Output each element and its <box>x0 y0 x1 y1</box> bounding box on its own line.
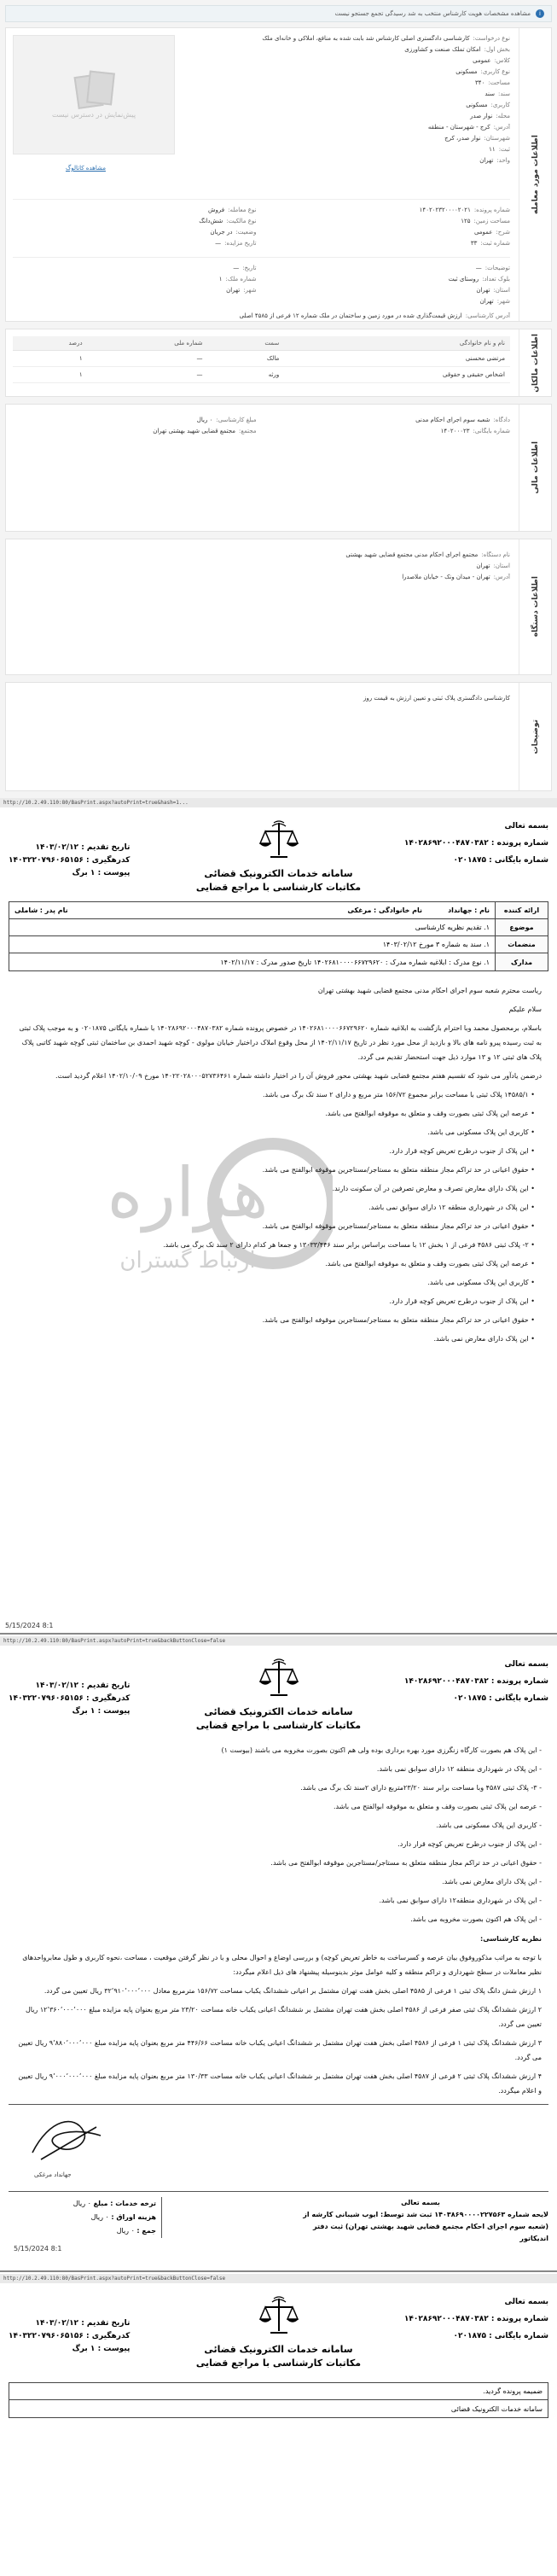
signature-area <box>9 2104 548 2178</box>
case-line-row: مساحت: ۳۴۰ <box>475 79 510 86</box>
finding-item: - عرصه این پلاک ثبتی بصورت وقف و متعلق به موقوفه ابوالفتح می باشد. <box>15 1799 542 1814</box>
intro-paragraph: باسلام، برمحصول محمد وبا احترام بازگشت به ابلاغیه شماره ۱۴۰۲۶۸۱۰۰۰۰۶۶۷۲۹۶۲۰ در خصوص پرونده شماره ۱۴۰۲۸۶۹۲۰۰۰۴۸۷۰۳۸۲ با شماره بایگانی ۰۲۰۱۸۷۵ و به موجب پلاک ثبتی به ثبت رسیده پیرو نامه های بالا و بازدید از محل مورد نظر در تاریخ ۱۴۰۲/۱۱/۱۷ از محل وقوع املاک دراختیار خیابان مولوی - کوچه شهید احمدی بن ساختمان ثبتی گوچه شهید کاتبی پلاک پلاک های ثبتی ۱۲ و ۱۳ موارد ذیل جهت استحضار تقدیم می گردد. <box>19 1024 542 1061</box>
owners-column-header: نام و نام خانوادگی <box>284 336 510 351</box>
header-center <box>181 819 377 895</box>
sender-value: نام : جهانداد نام خانوادگی : مرغکی نام پدر : شاملی <box>15 906 490 914</box>
fee-area <box>9 2191 548 2268</box>
justice-scale-logo <box>257 2295 301 2338</box>
greeting: سلام علیکم <box>508 1005 542 1013</box>
finding-item: - این پلاک هم اکنون بصورت مخروبه می باشد. <box>15 1912 542 1926</box>
opinion-title: نظریه کارشناسی: <box>480 1935 542 1943</box>
case-details <box>13 199 510 251</box>
case-detail-row: تاریخ مزایده: — <box>215 240 257 247</box>
system-subtitle: مکاتبات کارشناسی با مراجع قضایی <box>195 882 362 893</box>
letter-header: بسمه تعالی شماره پرونده : ۱۴۰۲۸۶۹۲۰۰۰۴۸۷۰۳۸۲ شماره بایگانی : ۰۲۰۱۸۷۵ سامانه خدمات الکترونیک قضائی مکاتبات کارشناسی با مراجع قضایی تاریخ تقدیم : ۱۴۰۳/۰۲/۱۲ کدرهگیری : ۱۴۰۳۲۲۰۷۹۶۰۶۵۱۵۶ پیوست : ۱ برگ <box>0 2283 557 2377</box>
signer-name: جهانداد مرغکی <box>34 2171 72 2178</box>
case-lines <box>246 35 510 168</box>
owner-cell: مالک <box>208 351 285 367</box>
org-line-row: نام دستگاه: مجتمع اجرای احکام مدنی مجتمع قضایی شهید بهشتی <box>345 551 510 558</box>
finding-item: - این پلاک دارای معارض نمی باشد. <box>15 1874 542 1889</box>
scan-page-3 <box>0 2274 557 2576</box>
document-icon <box>74 72 113 106</box>
submit-date: تاریخ تقدیم : ۱۴۰۳/۰۲/۱۲ <box>35 843 131 852</box>
finding-item: - این پلاک در شهرداری منطقه۱۲ دارای سوابق نمی باشد. <box>15 1893 542 1908</box>
owners-table <box>13 336 510 383</box>
finding-item: - این پلاک از جنوب درطرح تعریض کوچه قرار دارد. <box>15 1837 542 1851</box>
finding-item: - ۳- پلاک ثبتی ۴۵۸۷ وبا مساحت برابر سند ۲۳/۲۰متربع دارای ۲سند تک برگ می باشد. <box>15 1780 542 1795</box>
desc-text: کارشناسی دادگستری پلاک ثبتی و تعیین ارزش به قیمت روز <box>363 695 510 702</box>
reference-label: مدارک <box>495 953 548 970</box>
case-extra-row: تاریخ: — <box>233 265 257 271</box>
valuation-item: ۳ ارزش ششدانگ پلاک ثبتی ۱ فرعی از ۴۵۸۶ اصلی بخش هفت تهران مشتمل بر ششدانگ اعیانی یکباب خانه مساحت ۴۴۶/۶۶ متر مربع بعنوان پایه مزایده مبلغ ۹٬۸۸۰٬۰۰۰٬۰۰۰ ریال تعیین می گردد. <box>18 2039 542 2061</box>
owner-row <box>13 351 510 367</box>
finding-item: • ۱۴۵۸۵/۱ پلاک ثبتی با مساحت برابر مجموع ۱۵۶/۷۲ متر مربع و دارای ۲ سند تک برگ می باشد. <box>15 1087 542 1102</box>
scan-page-1 <box>0 798 557 1635</box>
valuation-item: ۴ ارزش ششدانگ پلاک ثبتی ۲ فرعی از ۴۵۸۷ اصلی بخش هفت تهران مشتمل بر ششدانگ اعیانی یکباب خانه مساحت ۱۳۰/۳۳ متر مربع بعنوان پایه مزایده مبلغ ۹٬۰۰۰٬۰۰۰٬۰۰۰ ریال تعیین و اعلام میگردد. <box>18 2072 542 2095</box>
tracking-code: کدرهگیری : ۱۴۰۳۲۲۰۷۹۶۰۶۵۱۵۶ <box>9 856 131 865</box>
case-line-row: کلاس: عمومی <box>473 57 510 64</box>
owners-column-header: شماره ملی <box>88 336 208 351</box>
cost-row: ترخه خدمات : مبلغ ۰ ریال <box>73 2200 156 2207</box>
case-extra-row: شهر: تهران <box>479 298 510 305</box>
case-detail-row: مساحت زمین: ۱۲۵ <box>461 218 510 224</box>
case-line-row: بخش اول: امکان تملک صنعت و کشاورزی <box>404 46 510 53</box>
case-line-row: نوع کاربری: مسکونی <box>455 68 510 75</box>
series-label: بسمه تعالی <box>504 822 548 830</box>
case-line-row: نوع درخواست: کارشناسی دادگستری اصلی کارشناس شد بابت شده به منافع، املاکی و خانه‌ای ملک <box>262 35 510 42</box>
finding-item: • عرصه این پلاک ثبتی بصورت وقف و متعلق به موقوفه ابوالفتح می باشد. <box>15 1106 542 1121</box>
letter-header: بسمه تعالی شماره پرونده : ۱۴۰۲۸۶۹۲۰۰۰۴۸۷۰۳۸۲ شماره بایگانی : ۰۲۰۱۸۷۵ سامانه خدمات الکترونیک قضائی مکاتبات کارشناسی با مراجع قضایی تاریخ تقدیم : ۱۴۰۳/۰۲/۱۲ کدرهگیری : ۱۴۰۳۲۲۰۷۹۶۰۶۵۱۵۶ پیوست : ۱ برگ <box>0 1646 557 1740</box>
sender-label: ارائه کننده <box>495 902 548 918</box>
valuation-list <box>15 1984 542 2098</box>
org-section-label: اطلاعات دستگاه <box>531 576 540 638</box>
letter-body <box>0 971 557 1346</box>
subject-label: موضوع <box>495 919 548 935</box>
attachments-label: منضمات <box>495 936 548 953</box>
case-extra-row: بلوک تعداد: روستای ثبت <box>448 276 510 283</box>
finding-item: • حقوق اعیانی در حد تراکم مجاز منطقه متعلق به مستاجر/مستاجرین موقوفه ابوالفتح می باشد. <box>15 1219 542 1233</box>
case-section <box>5 27 552 322</box>
finding-item: • این پلاک دارای معارض نمی باشد. <box>15 1332 542 1346</box>
svg-text:ارتباط گستران: ارتباط گستران <box>119 1248 256 1273</box>
endorsement-line-1: ضمیمه پرونده گردید. <box>483 2387 542 2395</box>
case-detail-row: وضعیت: در جریان <box>210 229 257 236</box>
finding-item: • این پلاک از جنوب درطرح تعریض کوچه قرار دارد. <box>15 1144 542 1158</box>
finding-item: • عرصه این پلاک ثبتی بصورت وقف و متعلق به موقوفه ابوالفتح می باشد. <box>15 1256 542 1271</box>
finding-item: • این پلاک از جنوب درطرح تعریض کوچه قرار دارد. <box>15 1294 542 1308</box>
org-line-row: استان: تهران <box>476 562 510 569</box>
owner-row <box>13 367 510 383</box>
header-left <box>9 842 130 880</box>
addressee: ریاست محترم شعبه سوم اجرای احکام مدنی مجتمع قضایی شهید بهشتی تهران <box>317 987 542 994</box>
finding-item: - کاربری این پلاک مسکونی می باشد. <box>15 1818 542 1833</box>
valuation-item: ۱ ارزش شش دانگ پلاک ثبتی ۱ فرعی از ۴۵۸۵ اصلی بخش هفت تهران مشتمل بر اعیانی ششدانگ یکباب مساحت ۱۵۶/۷۲ مترمربع معادل ۳۲٬۹۱۰٬۰۰۰٬۰۰۰ ریال تعیین می گردد. <box>44 1987 542 1995</box>
total-row: جمع : ۰ ریال <box>116 2227 156 2235</box>
finding-item: • ۲- پلاک ثبتی ۴۵۸۶ فرعی از ۱ بخش ۱۲ با مساحت براساس برابر سند ۱۳۰۳۳/۴۴۶ و جمعا هر کدام دارای ۲ سند تک برگ می باشد. <box>15 1238 542 1252</box>
endorsement-line-2: سامانه خدمات الکترونیک قضائی <box>450 2404 542 2413</box>
opinion-text: با توجه به مراتب مذکوروفوق بیان عرصه و کسرساخت به خاطر تعریض کوچه) و بررسی اوضاع و احوال محلی و با در نظر گرفتن موقعیت ، مساحت ،نحوه کاربری و طول معابرواحدهای نظیر معاملات در سطح شهرداری و تراکم منطقه و کلیه عوامل موثر بدینوسیله پیشنهاد های ذیل اعلام میگردد: <box>22 1954 542 1976</box>
case-line-row: کاربری: مسکونی <box>466 102 510 108</box>
financial-section-label: اطلاعات مالی <box>531 441 540 494</box>
case-detail-row: نوع مالکیت: شش‌دانگ <box>199 218 257 224</box>
case-number: شماره پرونده : ۱۴۰۲۸۶۹۲۰۰۰۴۸۷۰۳۸۲ <box>403 839 548 848</box>
financial-section <box>5 404 552 532</box>
case-line-row: محله: نوار صدر <box>470 113 510 119</box>
letter-info-box <box>9 901 548 971</box>
finding-item: - این پلاک در شهرداری منطقه ۱۲ دارای سوابق نمی باشد. <box>15 1762 542 1776</box>
case-detail-row: شماره ثبت: ۳۳ <box>470 240 510 247</box>
desc-section <box>5 682 552 791</box>
owner-cell: — <box>88 351 208 367</box>
owners-section-label: اطلاعات مالکان <box>531 333 540 393</box>
owner-cell: اشخاص حقیقی و حقوقی <box>284 367 510 383</box>
case-line-row: ثبت: ۱۱ <box>489 146 510 153</box>
case-extra-row: توضیحات: — <box>475 265 510 271</box>
alert-text: مشاهده مشخصات هویت کارشناس منتخب به شد رسیدگی تجمع جستجو نیست <box>334 10 531 17</box>
owner-cell: ۱ <box>13 351 88 367</box>
property-photo-placeholder <box>13 35 175 154</box>
case-line-row: سند: سند <box>484 90 510 97</box>
owner-cell: — <box>88 367 208 383</box>
case-detail-row: شماره پرونده: ۱۴۰۲۰۲۳۲۰۰۰۰۲۰۲۱ <box>419 207 510 213</box>
financial-line-row: شماره بایگانی: ۱۴۰۲۰۰۰۲۳ <box>440 428 510 434</box>
letter-body-continued <box>0 1740 557 2098</box>
case-detail-row: شرح: عمومی <box>473 229 510 236</box>
fee-line-1: لایحه شماره ۱۴۰۳۸۶۹۰۰۰۰۲۲۷۵۶۳ ثبت شد توسط: ایوب شیبانی کارشه از <box>303 2211 548 2218</box>
financial-line-row: دادگاه: شعبه سوم اجرای احکام مدنی <box>415 417 510 423</box>
scan-page-2 <box>0 1636 557 2272</box>
justice-scale-logo <box>257 1658 301 1700</box>
view-catalog-link[interactable]: مشاهده کاتالوگ <box>66 165 106 172</box>
print-url: http://10.2.49.110:80/BasPrint.aspx?autoPrint=true&hash=1... <box>0 798 557 807</box>
print-url: http://10.2.49.110:80/BasPrint.aspx?autoPrint=true&backButtonClose=false <box>0 1636 557 1646</box>
owners-section <box>5 329 552 397</box>
case-line-row: شهرستان: نوار صدر، کرج <box>444 135 510 142</box>
reference-value: ۱. نوع مدرک : ابلاغیه شماره مدرک : ۱۴۰۲۶۸۱۰۰۰۰۶۶۷۲۹۶۲۰ تاریخ صدور مدرک : ۱۴۰۲/۱۱/۱۷ <box>220 958 490 966</box>
fee-line-2: (شعبه سوم اجرای احکام مجتمع قضایی شهید بهشتی تهران) ثبت دفتر اندیکاتور <box>312 2223 548 2242</box>
endorsement-box <box>9 2382 548 2418</box>
case-extra-row: استان: تهران <box>476 287 510 294</box>
finding-item: • این پلاک دارای معارض تصرف و معارض تصرفین در آن سکونت دارند. <box>15 1181 542 1196</box>
print-timestamp: 5/15/2024 8:1 <box>5 1622 54 1629</box>
owners-column-header: سمت <box>208 336 285 351</box>
header-right <box>404 818 548 869</box>
finding-item: • کاربری این پلاک مسکونی می باشد. <box>15 1125 542 1139</box>
attachment-count: پیوست : ۱ برگ <box>72 869 131 877</box>
photo-caption: پیش‌نمایش در دسترس نیست <box>51 110 136 119</box>
justice-scale-logo <box>257 819 301 862</box>
fee-title: بسمه تعالی <box>401 2199 440 2206</box>
print-timestamp: 5/15/2024 8:1 <box>14 2245 62 2253</box>
info-alert <box>5 5 552 22</box>
owner-cell: مرتضی محسنی <box>284 351 510 367</box>
finding-item: • حقوق اعیانی در حد تراکم مجاز منطقه متعلق به مستاجر/مستاجرین موقوفه ابوالفتح می باشد. <box>15 1163 542 1177</box>
case-extra-row: شماره ملک: ۱ <box>218 276 257 283</box>
note-paragraph: درضمن یادآور می شود که تقسیم هفتم مجتمع قضایی شهید بهشتی محور فروش آن را در اختیار داشته شماره ۱۴۰۲۲۰۲۸۰۰۰۵۲۷۳۶۴۶۱ مورخ ۱۴۰۲/۱۰/۰۹ اعلام گردید است. <box>55 1072 542 1080</box>
case-line-row: آدرس: کرج - شهرستان - منطقه <box>427 124 510 131</box>
org-section <box>5 539 552 675</box>
print-url: http://10.2.49.110:80/BasPrint.aspx?autoPrint=true&backButtonClose=false <box>0 2274 557 2283</box>
finding-item: • کاربری این پلاک مسکونی می باشد. <box>15 1275 542 1290</box>
detail-panel <box>0 0 557 798</box>
financial-line-row: مبلغ کارشناسی: ۰ ریال <box>196 417 257 423</box>
finding-item: - این پلاک هم بصورت کارگاه زنگرزی مورد بهره برداری بوده ولی هم اکنون بصورت مخروبه می باشند (بیوست ۱) <box>15 1743 542 1757</box>
case-line-row: واحد: تهران <box>479 157 510 164</box>
org-line-row: آدرس: تهران - میدان ونک - خیابان ملاصدرا <box>402 574 510 580</box>
papers-row: هزینه اوراق : ۰ ریال <box>90 2213 156 2221</box>
financial-line-row: مجتمع: مجتمع قضایی شهید بهشتی تهران <box>153 428 257 434</box>
owners-column-header: درصد <box>13 336 88 351</box>
finding-item: • این پلاک در شهرداری منطقه ۱۲ دارای سوابق نمی باشد. <box>15 1200 542 1215</box>
signature-image <box>15 2110 118 2170</box>
desc-section-label: توضیحات <box>531 719 540 755</box>
finding-item: - حقوق اعیانی در حد تراکم مجاز منطقه متعلق به مستاجر/مستاجرین موقوفه ابوالفتح می باشد. <box>15 1856 542 1870</box>
subject-value: ۱. تقدیم نظریه کارشناسی <box>415 924 490 931</box>
case-extra <box>13 257 510 323</box>
case-extra-row: شهر: تهران <box>226 287 257 294</box>
attachments-value: ۱. سند به شماره ۳ مورخ ۱۴۰۳/۰۲/۱۲ <box>382 941 490 948</box>
owner-cell: ۱ <box>13 367 88 383</box>
letter-header <box>0 807 557 901</box>
findings-list <box>15 1087 542 1346</box>
archive-number: شماره بایگانی : ۰۲۰۱۸۷۵ <box>453 856 548 865</box>
case-section-label: اطلاعات مورد معامله <box>519 28 551 321</box>
valuation-item: ۲ ارزش ششدانگ پلاک ثبتی صفر فرعی از ۴۵۸۶ اصلی بخش هفت تهران مشتمل بر ششدانگ اعیانی یکباب خانه مساحت ۲۳/۲۰ متر مربع بعنوان پایه مزایده مبلغ ۱۲٬۳۶۰٬۰۰۰٬۰۰۰ ریال تعیین می گردد. <box>25 2006 542 2028</box>
info-icon: i <box>536 9 544 18</box>
owner-cell: ورثه <box>208 367 285 383</box>
case-detail-row: نوع معامله: فروش <box>207 207 257 213</box>
case-note: آدرس کارشناسی: ارزش قیمت‌گذاری شده در مورد زمین و ساختمان در ملک شماره ۱۲ فرعی از ۴۵۸۵ اصلی <box>239 312 510 319</box>
finding-item: • حقوق اعیانی در حد تراکم مجاز منطقه متعلق به مستاجر/مستاجرین موقوفه ابوالفتح می باشد. <box>15 1313 542 1327</box>
findings-list <box>15 1743 542 1926</box>
svg-text:هزاره: هزاره <box>107 1153 269 1233</box>
system-title: سامانه خدمات الکترونیک قضائی <box>204 868 353 879</box>
